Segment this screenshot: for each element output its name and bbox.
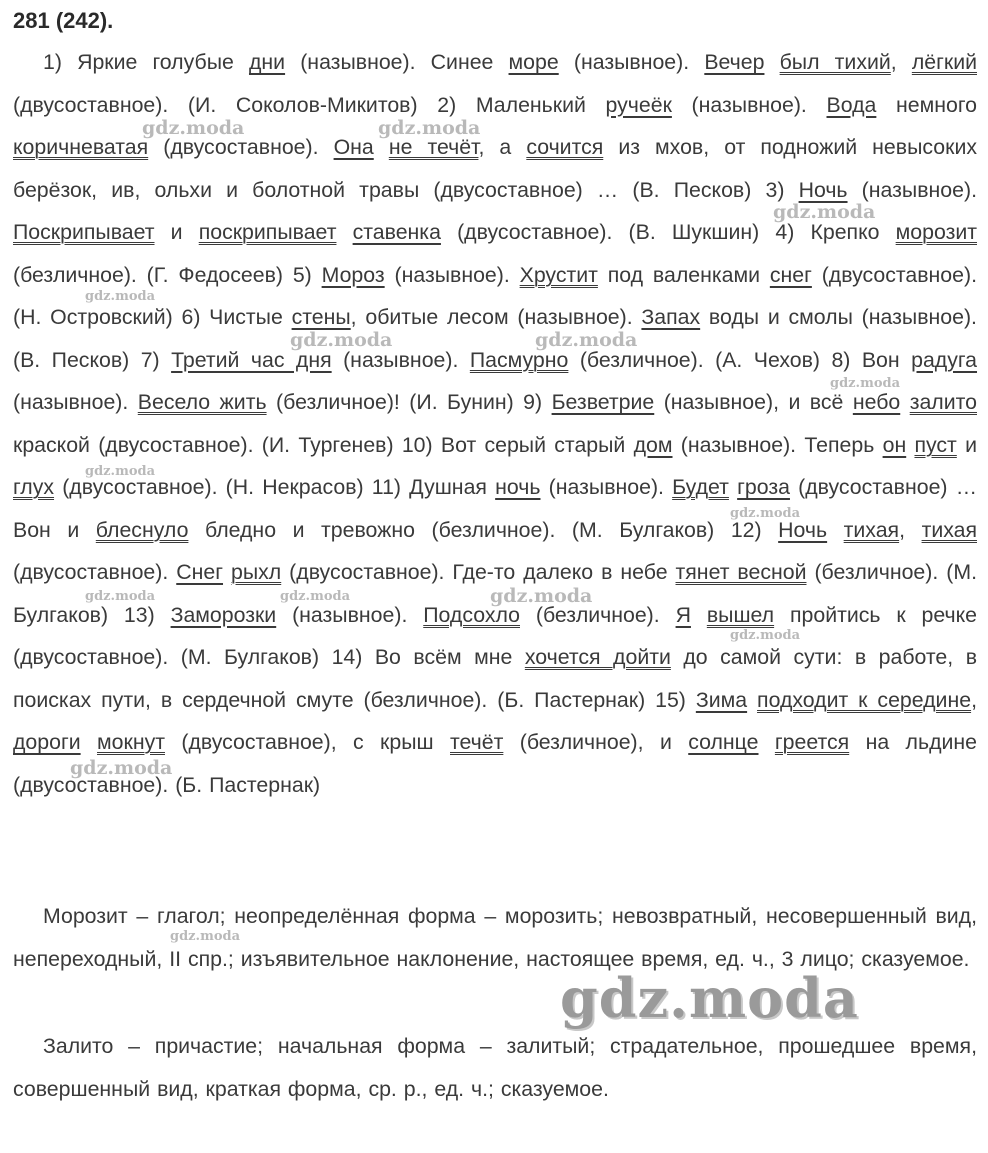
predicate-word: поскрипывает: [198, 220, 337, 244]
subject-word: Вода: [826, 92, 877, 117]
text-segment: (двусоставное).: [148, 135, 334, 159]
subject-word: стены: [291, 305, 351, 329]
watermark-logo: gdz.moda: [490, 585, 593, 607]
subject-word: ставенка: [352, 220, 441, 244]
exercise-number: 281 (242).: [13, 8, 114, 33]
predicate-word: Будет: [672, 475, 729, 499]
text-segment: бледно и тревожно (безличное). (М. Булгаков) 12): [188, 517, 779, 542]
subject-word: Снег: [176, 560, 224, 584]
text-segment: [336, 220, 352, 244]
subject-word: Третий час дня: [171, 347, 332, 372]
text-segment: (двусоставное). Где-то далеко в небе: [281, 560, 676, 584]
text-segment: [374, 135, 389, 159]
text-segment: (назывное).: [558, 50, 705, 74]
subject-word: Зима: [695, 687, 748, 712]
subject-word: дороги: [13, 730, 81, 754]
text-segment: (назывное).: [13, 390, 138, 414]
subject-word: Ночь: [778, 517, 828, 542]
predicate-word: морозит: [895, 220, 977, 244]
subject-word: дом: [633, 432, 673, 457]
predicate-word: рыхл: [230, 560, 282, 584]
watermark-logo: gdz.moda: [280, 589, 351, 604]
text-segment: (назывное).: [384, 262, 520, 287]
predicate-word: был тихий: [779, 50, 891, 74]
text-segment: (назывное). Синее: [285, 50, 509, 74]
text-segment: ,: [890, 50, 912, 74]
watermark-logo: gdz.moda: [535, 329, 638, 351]
watermark-logo: gdz.moda: [85, 589, 156, 604]
predicate-word: течёт: [450, 730, 504, 754]
text-segment: (назывное).: [671, 92, 827, 117]
text-segment: на льдине (двусоставное). (Б. Пастернак): [13, 730, 978, 797]
subject-word: небо: [852, 390, 901, 414]
text-segment: [81, 730, 97, 754]
watermark-logo: gdz.moda: [773, 201, 876, 223]
watermark-logo: gdz.moda: [730, 628, 801, 643]
watermark-logo: gdz.moda: [378, 117, 481, 139]
text-segment: воды и смолы (назывное). (В. Песков) 7): [13, 305, 977, 372]
text-segment: [764, 50, 779, 74]
text-segment: (двусоставное).: [13, 560, 177, 584]
text-segment: ,: [971, 687, 977, 712]
subject-word: Мороз: [321, 262, 385, 287]
watermark-logo: gdz.moda: [70, 757, 173, 779]
predicate-word: греется: [774, 730, 850, 754]
text-segment: пройтись к речке (двусоставное). (М. Булгаков) 14) Во всём мне: [13, 602, 978, 669]
subject-word: он: [882, 432, 907, 457]
predicate-word: подходит к середине: [757, 687, 972, 712]
text-segment: [691, 603, 707, 627]
subject-word: дни: [248, 50, 286, 74]
text-segment: (назывное).: [540, 475, 673, 499]
predicate-word: хочется дойти: [524, 645, 671, 669]
subject-word: ручеёк: [605, 92, 672, 117]
text-segment: (безличное), и: [503, 730, 689, 754]
text-segment: (назывное).: [276, 602, 424, 627]
predicate-word: Пасмурно: [469, 347, 569, 372]
text-segment: под валенками: [597, 262, 770, 287]
subject-word: снег: [769, 262, 812, 287]
text-segment: из мхов, от подножий невысоких берёзок, ив, ольхи и болотной травы (двусоставное) … (В. Песков) 3): [13, 135, 977, 202]
predicate-word: не течёт: [388, 135, 479, 159]
predicate-word: тихая: [921, 517, 977, 542]
watermark-logo: gdz.moda: [142, 117, 245, 139]
text-segment: (двусоставное). (И. Соколов-Микитов) 2) Маленький: [13, 92, 606, 117]
text-segment: [759, 730, 775, 754]
subject-word: гроза: [737, 475, 790, 499]
text-segment: (безличное).: [520, 602, 676, 627]
text-segment: и: [154, 220, 199, 244]
text-segment: (безличное). (М. Булгаков) 13): [13, 560, 977, 627]
subject-word: Заморозки: [170, 602, 277, 627]
text-segment: [827, 518, 844, 542]
text-segment: краской (двусоставное). (И. Тургенев) 10) Вот серый старый: [13, 432, 634, 457]
watermark-logo-large: gdz.moda: [560, 966, 859, 1030]
text-segment: (безличное). (Г. Федосеев) 5): [13, 262, 322, 287]
predicate-word: мокнут: [97, 730, 165, 754]
watermark-logo: gdz.moda: [830, 376, 901, 391]
predicate-word: вышел: [706, 602, 775, 627]
predicate-word: коричневатая: [13, 135, 149, 159]
predicate-word: Весело жить: [137, 390, 267, 414]
text-segment: ,: [899, 517, 922, 542]
watermark-logo: gdz.moda: [290, 329, 393, 351]
text-segment: , а: [478, 135, 527, 159]
subject-word: Она: [333, 135, 374, 159]
text-segment: [900, 390, 909, 414]
text-segment: [729, 475, 737, 499]
text-segment: (безличное)! (И. Бунин) 9): [266, 390, 552, 414]
watermark-logo: gdz.moda: [170, 929, 241, 944]
morphological-parse-morozit: Морозит – глагол; неопределённая форма – морозить; невозвратный, несовершенный вид, непереходный, II спр.; изъявительное наклонение, настоящее время, ед. ч., 3 лицо; сказуемое.: [13, 904, 977, 971]
text-segment: (двусоставное). (Н. Островский) 6) Чистые: [13, 262, 977, 329]
text-segment: (назывное).: [847, 177, 977, 202]
subject-word: радуга: [911, 347, 978, 372]
predicate-word: Хрустит: [519, 262, 598, 287]
morphological-parse-zalito: Залито – причастие; начальная форма – залитый; страдательное, прошедшее время, совершенный вид, краткая форма, ср. р., ед. ч.; сказуемое.: [13, 1034, 977, 1101]
exercise-answer-paragraph: [13, 41, 977, 806]
subject-word: Ночь: [798, 177, 848, 202]
text-segment: (двусоставное). (В. Шукшин) 4) Крепко: [440, 220, 896, 244]
subject-word: солнце: [688, 730, 759, 754]
predicate-word: глух: [13, 475, 55, 499]
predicate-word: лёгкий: [911, 50, 977, 74]
predicate-word: тянет весной: [675, 560, 807, 584]
text-segment: и: [956, 432, 977, 457]
text-segment: 1) Яркие голубые: [43, 50, 249, 74]
text-segment: (двусоставное), с крыш: [164, 730, 450, 754]
subject-word: Безветрие: [551, 390, 655, 414]
predicate-word: пуст: [914, 432, 957, 457]
text-segment: (назывное), и всё: [654, 390, 853, 414]
text-segment: [747, 688, 757, 712]
predicate-word: Подсохло: [423, 602, 520, 627]
predicate-word: блеснуло: [95, 517, 189, 542]
text-segment: (двусоставное) … Вон и: [13, 475, 977, 542]
watermark-logo: gdz.moda: [85, 464, 156, 479]
subject-word: море: [508, 50, 559, 74]
text-segment: , обитые лесом (назывное).: [350, 305, 642, 329]
subject-word: Я: [675, 602, 691, 627]
text-segment: [223, 560, 231, 584]
watermark-logo: gdz.moda: [730, 506, 801, 521]
text-segment: до самой сути: в работе, в поисках пути, в сердечной смуте (безличное). (Б. Пастернак) 15): [13, 645, 978, 712]
predicate-word: Поскрипывает: [13, 220, 155, 244]
subject-word: Вечер: [704, 50, 765, 74]
watermark-logo: gdz.moda: [85, 289, 156, 304]
predicate-word: тихая: [843, 517, 900, 542]
text-segment: немного: [876, 92, 978, 117]
text-segment: (безличное). (А. Чехов) 8) Вон: [568, 347, 912, 372]
text-segment: (назывное). Теперь: [672, 432, 883, 457]
subject-word: ночь: [495, 475, 541, 499]
text-segment: (назывное).: [331, 347, 470, 372]
predicate-word: сочится: [526, 135, 604, 159]
subject-word: Запах: [641, 305, 701, 329]
text-segment: (двусоставное). (Н. Некрасов) 11) Душная: [54, 475, 496, 499]
predicate-word: залито: [909, 390, 977, 414]
